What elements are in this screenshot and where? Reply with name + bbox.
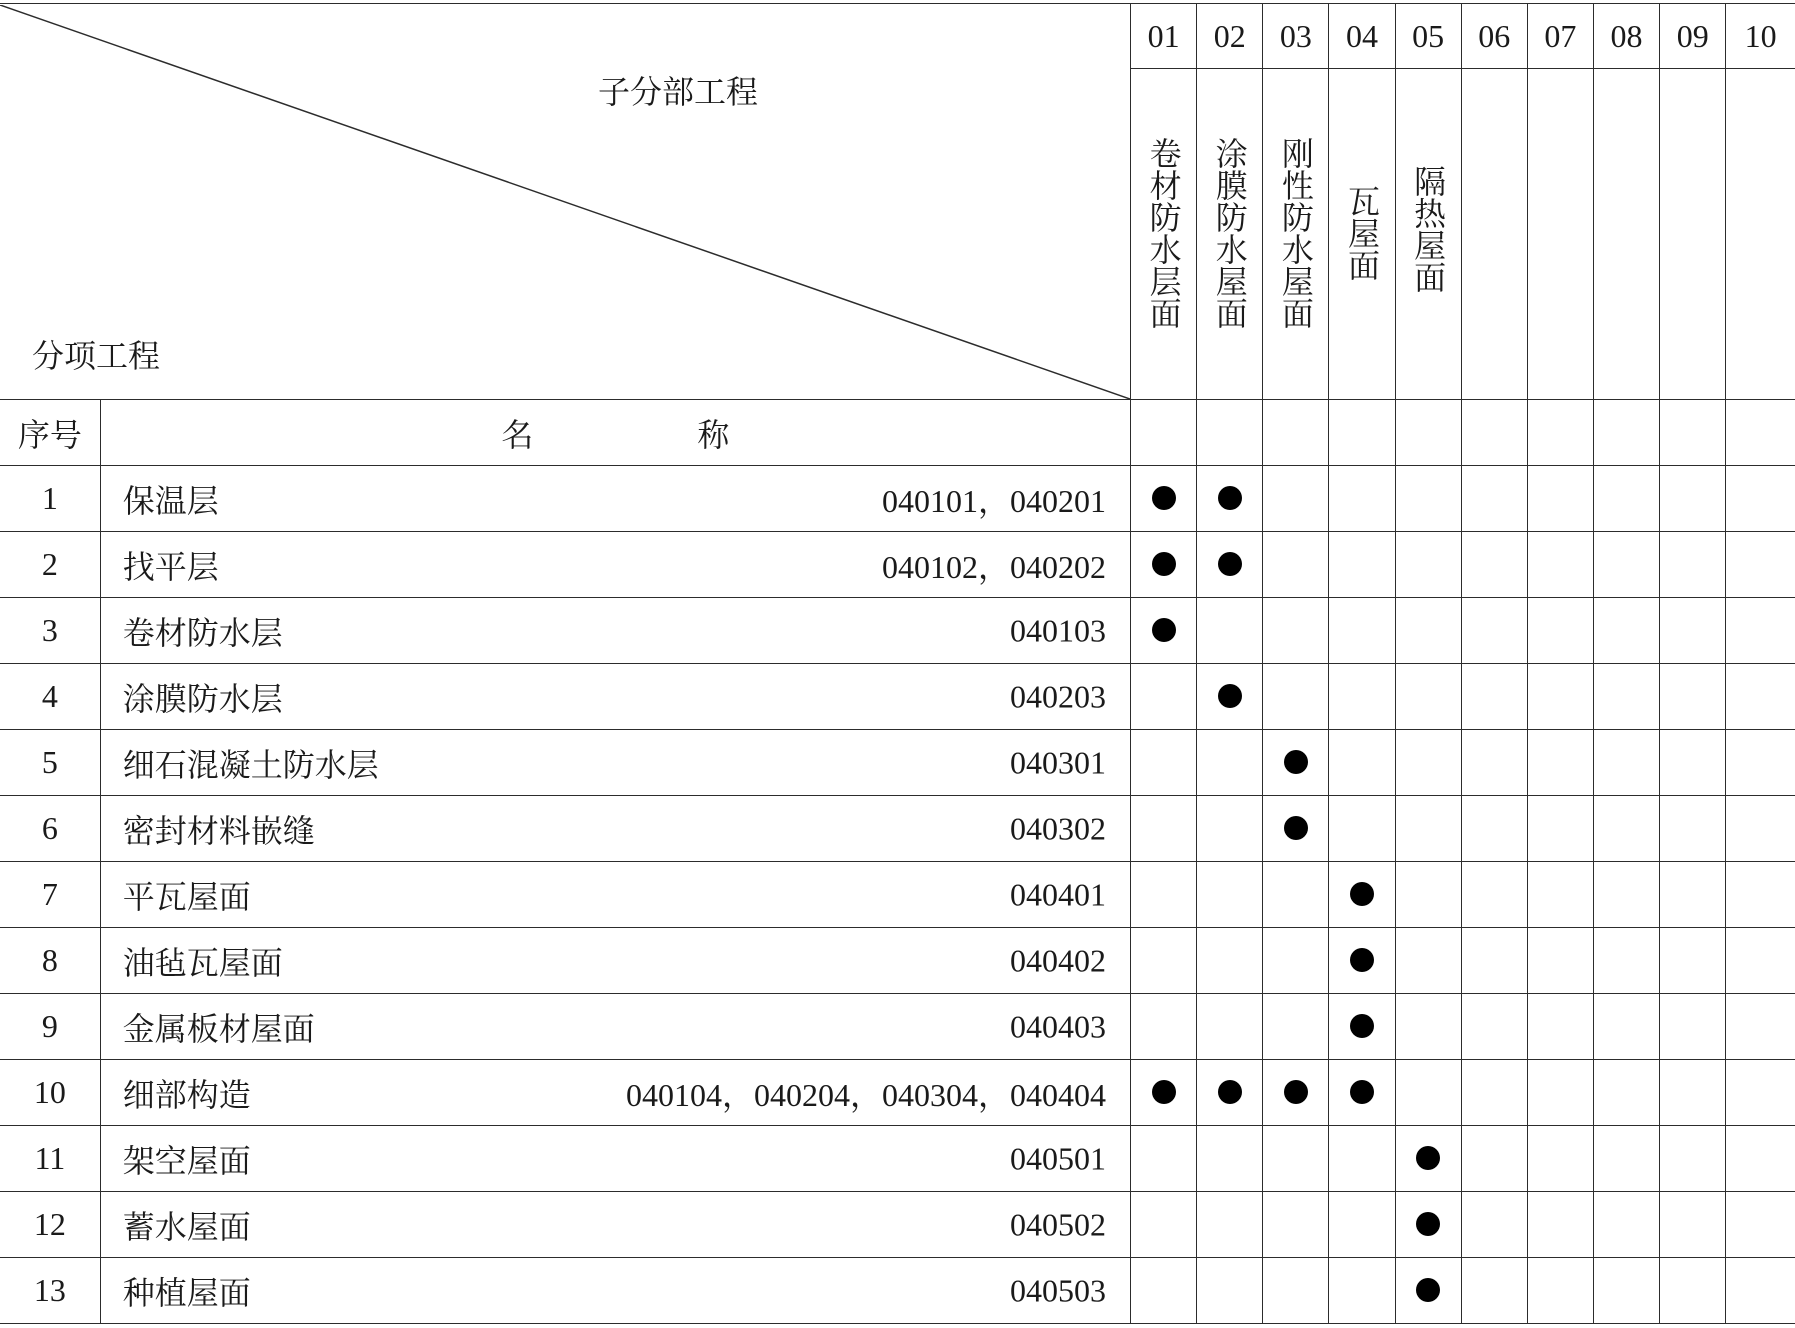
column-title-cell-02: [1197, 69, 1263, 400]
mark-cell: [1197, 862, 1263, 928]
row-codes: 040502: [1010, 1206, 1106, 1242]
mark-cell: [1461, 730, 1527, 796]
table-row: [0, 466, 1795, 532]
row-name-cell: [100, 1060, 1130, 1126]
mark-cell: [1263, 664, 1329, 730]
mark-cell: [1329, 1126, 1395, 1192]
row-name-cell: [100, 1126, 1130, 1192]
column-title-cell-03: [1263, 69, 1329, 400]
mark-cell: [1263, 1126, 1329, 1192]
column-title-cell-05: [1395, 69, 1461, 400]
row-codes: 040104，040204，040304，040404: [625, 1076, 1106, 1113]
mark-cell: [1527, 1060, 1593, 1126]
column-title-cell-07: [1527, 69, 1593, 400]
column-title-cell-10: [1726, 69, 1795, 400]
row-name: 细石混凝土防水层: [122, 745, 379, 784]
mark-cell: [1197, 466, 1263, 532]
mark-cell: [1660, 1192, 1726, 1258]
row-name-cell: [100, 928, 1130, 994]
mark-cell: [1660, 928, 1726, 994]
row-codes: 040101，040201: [881, 482, 1106, 519]
column-code-02: 02: [1197, 4, 1263, 69]
mark-cell: [1660, 664, 1726, 730]
applicable-dot-icon: [1218, 684, 1242, 708]
mark-cell: [1461, 862, 1527, 928]
column-header-blank: [1131, 400, 1197, 466]
applicable-dot-icon: [1350, 882, 1374, 906]
column-code-09: 09: [1660, 4, 1726, 69]
applicable-dot-icon: [1284, 1080, 1308, 1104]
mark-cell: [1131, 532, 1197, 598]
mark-cell: [1726, 532, 1795, 598]
column-title-01: 卷材防水层面: [1144, 137, 1183, 329]
mark-cell: [1395, 862, 1461, 928]
diagonal-line: [0, 5, 1130, 399]
mark-cell: [1131, 1126, 1197, 1192]
column-code-07: 07: [1527, 4, 1593, 69]
column-header-blank: [1329, 400, 1395, 466]
mark-cell: [1395, 1060, 1461, 1126]
row-name: 种植屋面: [122, 1273, 251, 1312]
mark-cell: [1395, 796, 1461, 862]
mark-cell: [1197, 730, 1263, 796]
mark-cell: [1131, 796, 1197, 862]
mark-cell: [1527, 598, 1593, 664]
mark-cell: [1197, 664, 1263, 730]
column-code-03: 03: [1263, 4, 1329, 69]
mark-cell: [1461, 664, 1527, 730]
mark-cell: [1131, 664, 1197, 730]
column-title-cell-08: [1593, 69, 1659, 400]
mark-cell: [1527, 664, 1593, 730]
row-name-cell: [100, 1192, 1130, 1258]
row-name: 找平层: [122, 547, 219, 586]
applicable-dot-icon: [1416, 1146, 1440, 1170]
column-header-blank: [1726, 400, 1795, 466]
row-name-cell: [100, 1258, 1130, 1324]
mark-cell: [1131, 466, 1197, 532]
mark-cell: [1726, 862, 1795, 928]
row-name-cell: [100, 664, 1130, 730]
table-row: [0, 1192, 1795, 1258]
mark-cell: [1660, 598, 1726, 664]
row-name: 蓄水屋面: [122, 1207, 251, 1246]
mark-cell: [1197, 1060, 1263, 1126]
mark-cell: [1197, 928, 1263, 994]
row-seq: 12: [0, 1192, 100, 1258]
mark-cell: [1395, 928, 1461, 994]
mark-cell: [1395, 664, 1461, 730]
column-header-blank: [1461, 400, 1527, 466]
applicable-dot-icon: [1350, 1014, 1374, 1038]
mark-cell: [1593, 1258, 1659, 1324]
mark-cell: [1461, 598, 1527, 664]
column-code-10: 10: [1726, 4, 1795, 69]
mark-cell: [1395, 466, 1461, 532]
table-row: [0, 730, 1795, 796]
row-name: 平瓦屋面: [122, 877, 251, 916]
row-name: 保温层: [122, 481, 219, 520]
column-title-cell-04: [1329, 69, 1395, 400]
mark-cell: [1593, 466, 1659, 532]
table-row: [0, 862, 1795, 928]
mark-cell: [1726, 466, 1795, 532]
mark-cell: [1131, 1192, 1197, 1258]
diagonal-header: [0, 5, 1130, 399]
mark-cell: [1660, 532, 1726, 598]
column-code-row: [0, 4, 1795, 69]
column-code-05: 05: [1395, 4, 1461, 69]
mark-cell: [1197, 1126, 1263, 1192]
mark-cell: [1527, 994, 1593, 1060]
mark-cell: [1527, 466, 1593, 532]
mark-cell: [1329, 1192, 1395, 1258]
column-header-blank: [1263, 400, 1329, 466]
row-seq: 7: [0, 862, 100, 928]
mark-cell: [1263, 532, 1329, 598]
applicable-dot-icon: [1416, 1212, 1440, 1236]
row-name: 金属板材屋面: [122, 1009, 315, 1048]
mark-cell: [1660, 1258, 1726, 1324]
mark-cell: [1593, 796, 1659, 862]
mark-cell: [1197, 1258, 1263, 1324]
column-title-02: 涂膜防水屋面: [1210, 137, 1249, 329]
mark-cell: [1726, 730, 1795, 796]
row-codes: 040503: [1010, 1272, 1106, 1308]
mark-cell: [1263, 466, 1329, 532]
table-row: [0, 994, 1795, 1060]
mark-cell: [1461, 466, 1527, 532]
row-name: 架空屋面: [122, 1141, 251, 1180]
table-row: [0, 928, 1795, 994]
row-seq: 10: [0, 1060, 100, 1126]
mark-cell: [1660, 730, 1726, 796]
row-codes: 040302: [1010, 810, 1106, 846]
row-name-cell: [100, 796, 1130, 862]
mark-cell: [1660, 1060, 1726, 1126]
mark-cell: [1461, 796, 1527, 862]
column-code-08: 08: [1593, 4, 1659, 69]
mark-cell: [1660, 862, 1726, 928]
mark-cell: [1395, 730, 1461, 796]
mark-cell: [1197, 598, 1263, 664]
mark-cell: [1395, 1192, 1461, 1258]
mark-cell: [1726, 1258, 1795, 1324]
table-row: [0, 664, 1795, 730]
row-seq: 5: [0, 730, 100, 796]
mark-cell: [1197, 796, 1263, 862]
mark-cell: [1593, 730, 1659, 796]
mark-cell: [1593, 928, 1659, 994]
applicable-dot-icon: [1284, 816, 1308, 840]
mark-cell: [1726, 928, 1795, 994]
mark-cell: [1726, 1126, 1795, 1192]
row-name: 油毡瓦屋面: [122, 943, 283, 982]
column-title-05: 隔热屋面: [1409, 165, 1448, 293]
mark-cell: [1131, 994, 1197, 1060]
mark-cell: [1263, 994, 1329, 1060]
mark-cell: [1527, 532, 1593, 598]
row-name-cell: [100, 994, 1130, 1060]
mark-cell: [1527, 1126, 1593, 1192]
mark-cell: [1131, 862, 1197, 928]
column-title-cell-09: [1660, 69, 1726, 400]
row-codes: 040501: [1010, 1140, 1106, 1176]
mark-cell: [1461, 928, 1527, 994]
mark-cell: [1197, 532, 1263, 598]
row-name-cell: [100, 730, 1130, 796]
name-header-label: 名 称: [501, 415, 796, 454]
mark-cell: [1593, 1060, 1659, 1126]
column-header-blank: [1197, 400, 1263, 466]
applicable-dot-icon: [1218, 1080, 1242, 1104]
table-row: [0, 532, 1795, 598]
mark-cell: [1263, 598, 1329, 664]
mark-cell: [1329, 796, 1395, 862]
mark-cell: [1527, 730, 1593, 796]
row-codes: 040102，040202: [881, 548, 1106, 585]
mark-cell: [1329, 598, 1395, 664]
row-codes: 040103: [1010, 612, 1106, 648]
row-codes: 040403: [1010, 1008, 1106, 1044]
mark-cell: [1461, 1258, 1527, 1324]
mark-cell: [1593, 532, 1659, 598]
mark-cell: [1726, 796, 1795, 862]
column-header-blank: [1527, 400, 1593, 466]
mark-cell: [1263, 730, 1329, 796]
column-code-06: 06: [1461, 4, 1527, 69]
mark-cell: [1395, 1258, 1461, 1324]
row-seq: 4: [0, 664, 100, 730]
column-header-blank: [1660, 400, 1726, 466]
applicable-dot-icon: [1416, 1278, 1440, 1302]
mark-cell: [1131, 1060, 1197, 1126]
mark-cell: [1131, 928, 1197, 994]
mark-cell: [1329, 730, 1395, 796]
mark-cell: [1197, 1192, 1263, 1258]
mark-cell: [1527, 1258, 1593, 1324]
subdivision-label: 子分部工程: [598, 73, 759, 110]
row-name-cell: [100, 532, 1130, 598]
table-row: [0, 1060, 1795, 1126]
mark-cell: [1593, 994, 1659, 1060]
mark-cell: [1461, 1126, 1527, 1192]
row-seq: 13: [0, 1258, 100, 1324]
applicable-dot-icon: [1152, 552, 1176, 576]
mark-cell: [1726, 994, 1795, 1060]
row-seq: 11: [0, 1126, 100, 1192]
column-code-04: 04: [1329, 4, 1395, 69]
row-name: 细部构造: [122, 1075, 251, 1114]
row-name-cell: [100, 598, 1130, 664]
mark-cell: [1726, 664, 1795, 730]
mark-cell: [1461, 532, 1527, 598]
mark-cell: [1527, 928, 1593, 994]
mark-cell: [1395, 1126, 1461, 1192]
mark-cell: [1263, 862, 1329, 928]
row-codes: 040402: [1010, 942, 1106, 978]
table-row: [0, 1258, 1795, 1324]
column-title-cell-01: [1131, 69, 1197, 400]
applicable-dot-icon: [1218, 552, 1242, 576]
mark-cell: [1395, 532, 1461, 598]
mark-cell: [1660, 994, 1726, 1060]
mark-cell: [1461, 1192, 1527, 1258]
name-header: [100, 400, 1130, 466]
mark-cell: [1660, 466, 1726, 532]
mark-cell: [1593, 862, 1659, 928]
mark-cell: [1329, 1060, 1395, 1126]
mark-cell: [1263, 928, 1329, 994]
column-code-01: 01: [1131, 4, 1197, 69]
column-header-blank: [1395, 400, 1461, 466]
column-title-cell-06: [1461, 69, 1527, 400]
mark-cell: [1593, 664, 1659, 730]
mark-cell: [1593, 1126, 1659, 1192]
row-seq: 1: [0, 466, 100, 532]
mark-cell: [1197, 994, 1263, 1060]
applicable-dot-icon: [1152, 1080, 1176, 1104]
applicable-dot-icon: [1350, 948, 1374, 972]
column-title-03: 刚性防水屋面: [1276, 137, 1315, 329]
mark-cell: [1660, 796, 1726, 862]
mark-cell: [1329, 664, 1395, 730]
row-name: 卷材防水层: [122, 613, 283, 652]
diagonal-header-cell: [0, 4, 1131, 400]
classification-table: [0, 3, 1795, 1324]
mark-cell: [1527, 862, 1593, 928]
row-name: 涂膜防水层: [122, 679, 283, 718]
mark-cell: [1329, 466, 1395, 532]
mark-cell: [1329, 994, 1395, 1060]
mark-cell: [1263, 1258, 1329, 1324]
mark-cell: [1329, 862, 1395, 928]
mark-cell: [1593, 598, 1659, 664]
mark-cell: [1263, 1060, 1329, 1126]
applicable-dot-icon: [1152, 618, 1176, 642]
mark-cell: [1461, 994, 1527, 1060]
mark-cell: [1131, 1258, 1197, 1324]
mark-cell: [1660, 1126, 1726, 1192]
seq-header: 序号: [0, 400, 100, 466]
mark-cell: [1593, 1192, 1659, 1258]
item-label: 分项工程: [32, 337, 161, 374]
row-seq: 9: [0, 994, 100, 1060]
mark-cell: [1527, 796, 1593, 862]
applicable-dot-icon: [1152, 486, 1176, 510]
mark-cell: [1329, 928, 1395, 994]
row-codes: 040401: [1010, 876, 1106, 912]
row-seq: 8: [0, 928, 100, 994]
mark-cell: [1329, 532, 1395, 598]
column-header-row: [0, 400, 1795, 466]
applicable-dot-icon: [1218, 486, 1242, 510]
mark-cell: [1527, 1192, 1593, 1258]
mark-cell: [1263, 796, 1329, 862]
column-header-blank: [1593, 400, 1659, 466]
row-codes: 040301: [1010, 744, 1106, 780]
row-name-cell: [100, 466, 1130, 532]
table-row: [0, 1126, 1795, 1192]
mark-cell: [1461, 1060, 1527, 1126]
applicable-dot-icon: [1350, 1080, 1374, 1104]
column-title-04: 瓦屋面: [1342, 185, 1381, 281]
row-seq: 6: [0, 796, 100, 862]
mark-cell: [1726, 598, 1795, 664]
row-codes: 040203: [1010, 678, 1106, 714]
table-row: [0, 796, 1795, 862]
applicable-dot-icon: [1284, 750, 1308, 774]
mark-cell: [1263, 1192, 1329, 1258]
mark-cell: [1131, 598, 1197, 664]
row-name-cell: [100, 862, 1130, 928]
mark-cell: [1395, 598, 1461, 664]
row-seq: 2: [0, 532, 100, 598]
mark-cell: [1329, 1258, 1395, 1324]
mark-cell: [1131, 730, 1197, 796]
row-name: 密封材料嵌缝: [122, 811, 315, 850]
mark-cell: [1726, 1060, 1795, 1126]
mark-cell: [1395, 994, 1461, 1060]
row-seq: 3: [0, 598, 100, 664]
table-row: [0, 598, 1795, 664]
mark-cell: [1726, 1192, 1795, 1258]
